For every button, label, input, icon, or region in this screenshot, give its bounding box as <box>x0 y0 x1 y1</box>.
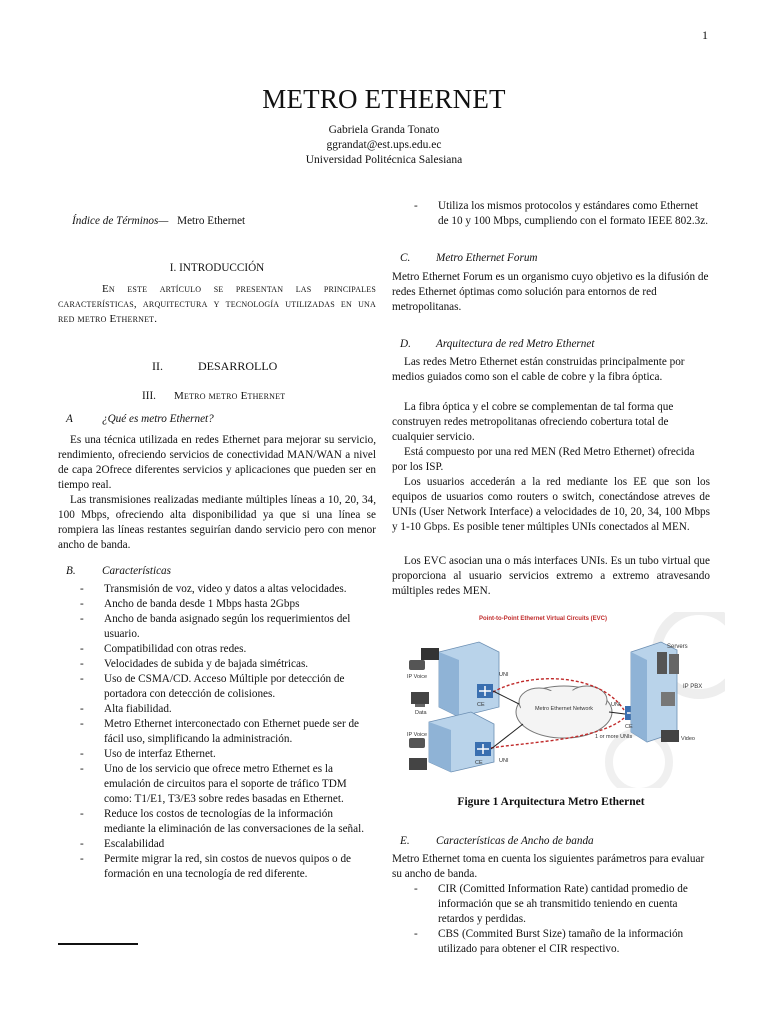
label-video: Video <box>681 736 695 742</box>
section-3-title: Metro metro Ethernet <box>174 390 286 402</box>
label-servers: Servers <box>667 644 688 650</box>
section-d-paragraph-5: Los EVC asocian una o más interfaces UNIs. Es un tubo virtual que proporciona al usuario servicios extremo a extremo atravesando múltiples redes MEN. <box>392 555 710 597</box>
list-item: - Transmisión de voz, video y datos a altas velocidades. <box>58 582 376 597</box>
intro-heading: I. INTRODUCCIÓN <box>169 262 265 274</box>
list-item: - Metro Ethernet interconectado con Ethernet puede ser de fácil uso, simplificando la administración. <box>58 717 376 747</box>
section-d-title: Arquitectura de red Metro Ethernet <box>436 338 595 350</box>
list-item: - Ancho de banda desde 1 Mbps hasta 2Gbps <box>58 597 376 612</box>
label-uni-right: UNI <box>611 702 621 708</box>
bandwidth-list <box>392 882 710 957</box>
list-item: - Ancho de banda asignado según los requerimientos del usuario. <box>58 612 376 642</box>
section-c-title: Metro Ethernet Forum <box>436 252 538 264</box>
index-terms <box>72 214 372 229</box>
intro-text: En este artículo se presentan las principales características, arquitectura y tecnología utilizadas en una red metro Ethernet. <box>58 283 376 325</box>
list-item: - Reduce los costos de tecnologías de la información mediante la eliminación de las conversaciones de la señal. <box>58 807 376 837</box>
section-a-heading <box>66 412 384 427</box>
author-email[interactable]: ggrandat@est.ups.edu.ec <box>326 139 442 151</box>
metro-network-cloud <box>516 686 612 738</box>
author-affiliation: Universidad Politécnica Salesiana <box>305 154 463 166</box>
list-item: - Uso de CSMA/CD. Acceso Múltiple por detección de portadora con detección de colisiones. <box>58 672 376 702</box>
label-ip-voice-bottom: IP Voice <box>407 732 428 738</box>
page-number: 1 <box>702 28 708 42</box>
section-b-title: Características <box>102 565 171 577</box>
server-building-icon <box>631 642 679 742</box>
label-ce-top: CE <box>477 702 485 708</box>
label-ce-bottom: CE <box>475 760 483 766</box>
section-2-title: DESARROLLO <box>198 359 278 373</box>
section-d-paragraph-2: La fibra óptica y el cobre se complementan de tal forma que construyen redes metropolitanas ofreciendo cobertura total de cualquier servicio. <box>392 401 674 443</box>
characteristics-list <box>58 582 376 882</box>
label-metro-network: Metro Ethernet Network <box>534 706 594 712</box>
section-3-number: III. <box>142 390 156 402</box>
section-e-text: Metro Ethernet toma en cuenta los siguientes parámetros para evaluar su ancho de banda. <box>392 853 705 880</box>
section-e-title: Características de Ancho de banda <box>436 835 594 847</box>
paper-title: METRO ETHERNET <box>262 84 506 114</box>
section-2-number: II. <box>152 359 163 373</box>
label-ce-right: CE <box>625 724 633 730</box>
figure-caption: Figure 1 Arquitectura Metro Ethernet <box>457 796 645 808</box>
section-c-heading <box>400 251 718 266</box>
section-d-paragraph-1: Las redes Metro Ethernet están construidas principalmente por medios guiados como son el cable de cobre y la fibra óptica. <box>392 356 685 383</box>
section-d-heading <box>400 337 718 352</box>
footnote-rule <box>58 943 138 945</box>
label-data: Data <box>415 710 427 716</box>
author-name: Gabriela Granda Tonato <box>328 124 440 136</box>
list-item: - Escalabilidad <box>58 837 376 852</box>
section-b-heading <box>66 564 384 579</box>
list-item: - Velocidades de subida y de bajada simétricas. <box>58 657 376 672</box>
right-top-list <box>392 199 710 229</box>
index-terms-label: Índice de Términos— <box>72 215 169 227</box>
label-uni-top: UNI <box>499 672 509 678</box>
section-d-paragraph-3: Está compuesto por una red MEN (Red Metro Ethernet) ofrecida por los ISP. <box>392 446 695 473</box>
section-b-letter: B. <box>66 565 76 577</box>
section-d-letter: D. <box>400 338 411 350</box>
section-e-letter: E. <box>400 835 410 847</box>
architecture-figure <box>399 612 725 788</box>
section-a-paragraph-1: Es una técnica utilizada en redes Ethernet para mejorar su servicio, rendimiento, ofreciendo servicios de conectividad MAN/WAN a nivel de capa 2Ofrece diferentes servicios y aplicaciones que pueden ser en tiempo real. <box>58 434 376 491</box>
index-terms-value: Metro Ethernet <box>177 215 246 227</box>
label-evc-title: Point-to-Point Ethernet Virtual Circuits (EVC) <box>479 616 607 622</box>
list-item: - CBS (Commited Burst Size) tamaño de la información utilizado para obtener el CIR respectivo. <box>392 927 710 957</box>
section-c-text: Metro Ethernet Forum es un organismo cuyo objetivo es la difusión de redes Ethernet óptimas como solución para entornos de red metropolitanas. <box>392 271 709 313</box>
list-item: - Alta fiabilidad. <box>58 702 376 717</box>
list-item: - Uso de interfaz Ethernet. <box>58 747 376 762</box>
section-c-letter: C. <box>400 252 411 264</box>
label-ip-voice-top: IP Voice <box>407 674 428 680</box>
list-item: - Utiliza los mismos protocolos y estándares como Ethernet de 10 y 100 Mbps, cumpliendo con el formato IEEE 802.3z. <box>392 199 710 229</box>
label-ip-pbx: IP PBX <box>683 684 703 690</box>
list-item: - Permite migrar la red, sin costos de nuevos quipos o de formación en una tecnología de red diferente. <box>58 852 376 882</box>
section-a-paragraph-2: Las transmisiones realizadas mediante múltiples líneas a 10, 20, 34, 100 Mbps, ofreciendo alta disponibilidad ya que si una línea se rompiera las líneas restantes seguirían dando servicio pero con menor ancho de banda. <box>58 494 376 551</box>
section-a-title: ¿Qué es metro Ethernet? <box>102 413 214 425</box>
list-item: - Compatibilidad con otras redes. <box>58 642 376 657</box>
label-uni-bottom: UNI <box>499 758 509 764</box>
list-item: - CIR (Comitted Information Rate) cantidad promedio de información que se ah transmitido teniendo en cuenta retardos y perdidas. <box>392 882 710 927</box>
list-item: - Uno de los servicio que ofrece metro Ethernet es la emulación de circuitos para el soporte de tráfico TDM como: T1/E1, T3/E3 sobre redes basadas en Ethernet. <box>58 762 376 807</box>
section-e-heading <box>400 834 718 849</box>
section-d-paragraph-4: Los usuarios accederán a la red mediante los EE que son los equipos de usuarios como routers o switch, conectándose atreves de UNIs (User Network Interface) a velocidades de 10, 20, 34, 100 Mbps y 1-10 Gbps. Es posible tener múltiples UNIs conectados al MEN. <box>392 476 710 533</box>
section-a-letter: A <box>66 413 73 425</box>
label-unis-note: 1 or more UNIs <box>595 734 633 740</box>
